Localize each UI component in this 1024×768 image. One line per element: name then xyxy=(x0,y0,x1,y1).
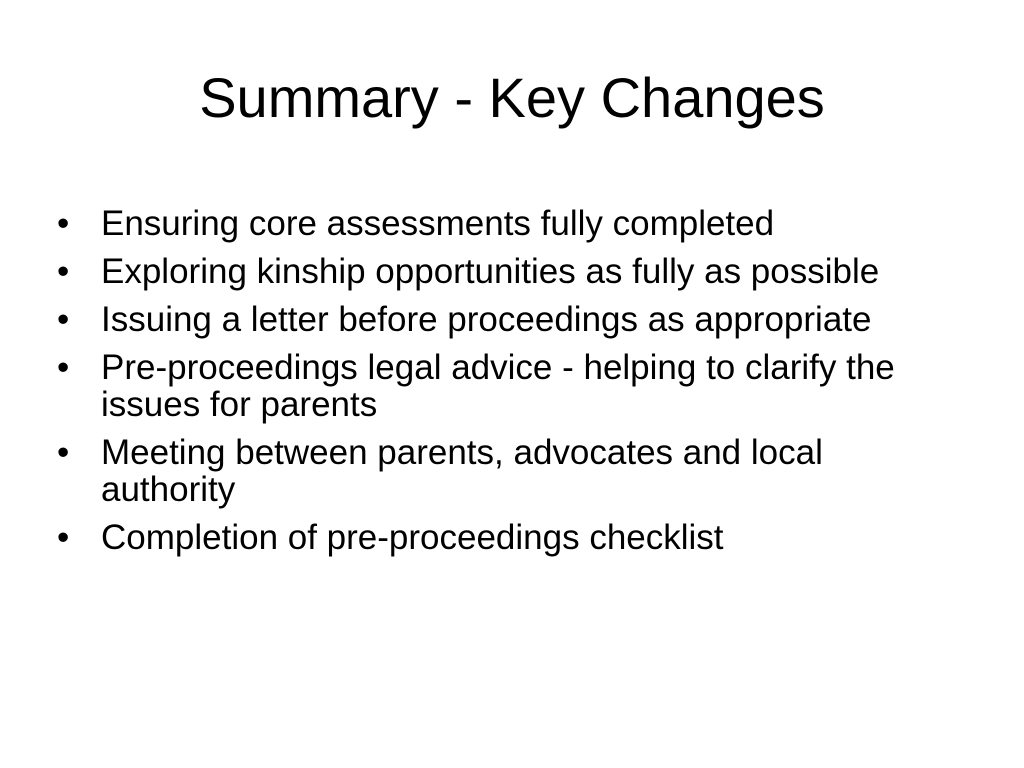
bullet-icon: • xyxy=(57,204,70,243)
bullet-text: Meeting between parents, advocates and local authority xyxy=(101,433,823,509)
slide-title: Summary - Key Changes xyxy=(199,66,825,129)
bullet-icon: • xyxy=(57,433,70,472)
bullet-text: Exploring kinship opportunities as fully as possible xyxy=(101,252,880,291)
bullet-text: Issuing a letter before proceedings as appropriate xyxy=(101,300,872,339)
list-item xyxy=(57,205,957,242)
bullet-icon: • xyxy=(57,300,70,339)
bullet-list xyxy=(57,205,957,567)
list-item xyxy=(57,349,957,423)
bullet-icon: • xyxy=(57,348,70,387)
bullet-icon: • xyxy=(57,518,70,557)
list-item xyxy=(57,434,957,508)
list-item xyxy=(57,253,957,290)
bullet-icon: • xyxy=(57,252,70,291)
bullet-text: Completion of pre-proceedings checklist xyxy=(101,518,724,557)
bullet-text: Ensuring core assessments fully completed xyxy=(101,204,775,243)
bullet-text: Pre-proceedings legal advice - helping to clarify the issues for parents xyxy=(101,348,895,424)
list-item xyxy=(57,301,957,338)
list-item xyxy=(57,519,957,556)
